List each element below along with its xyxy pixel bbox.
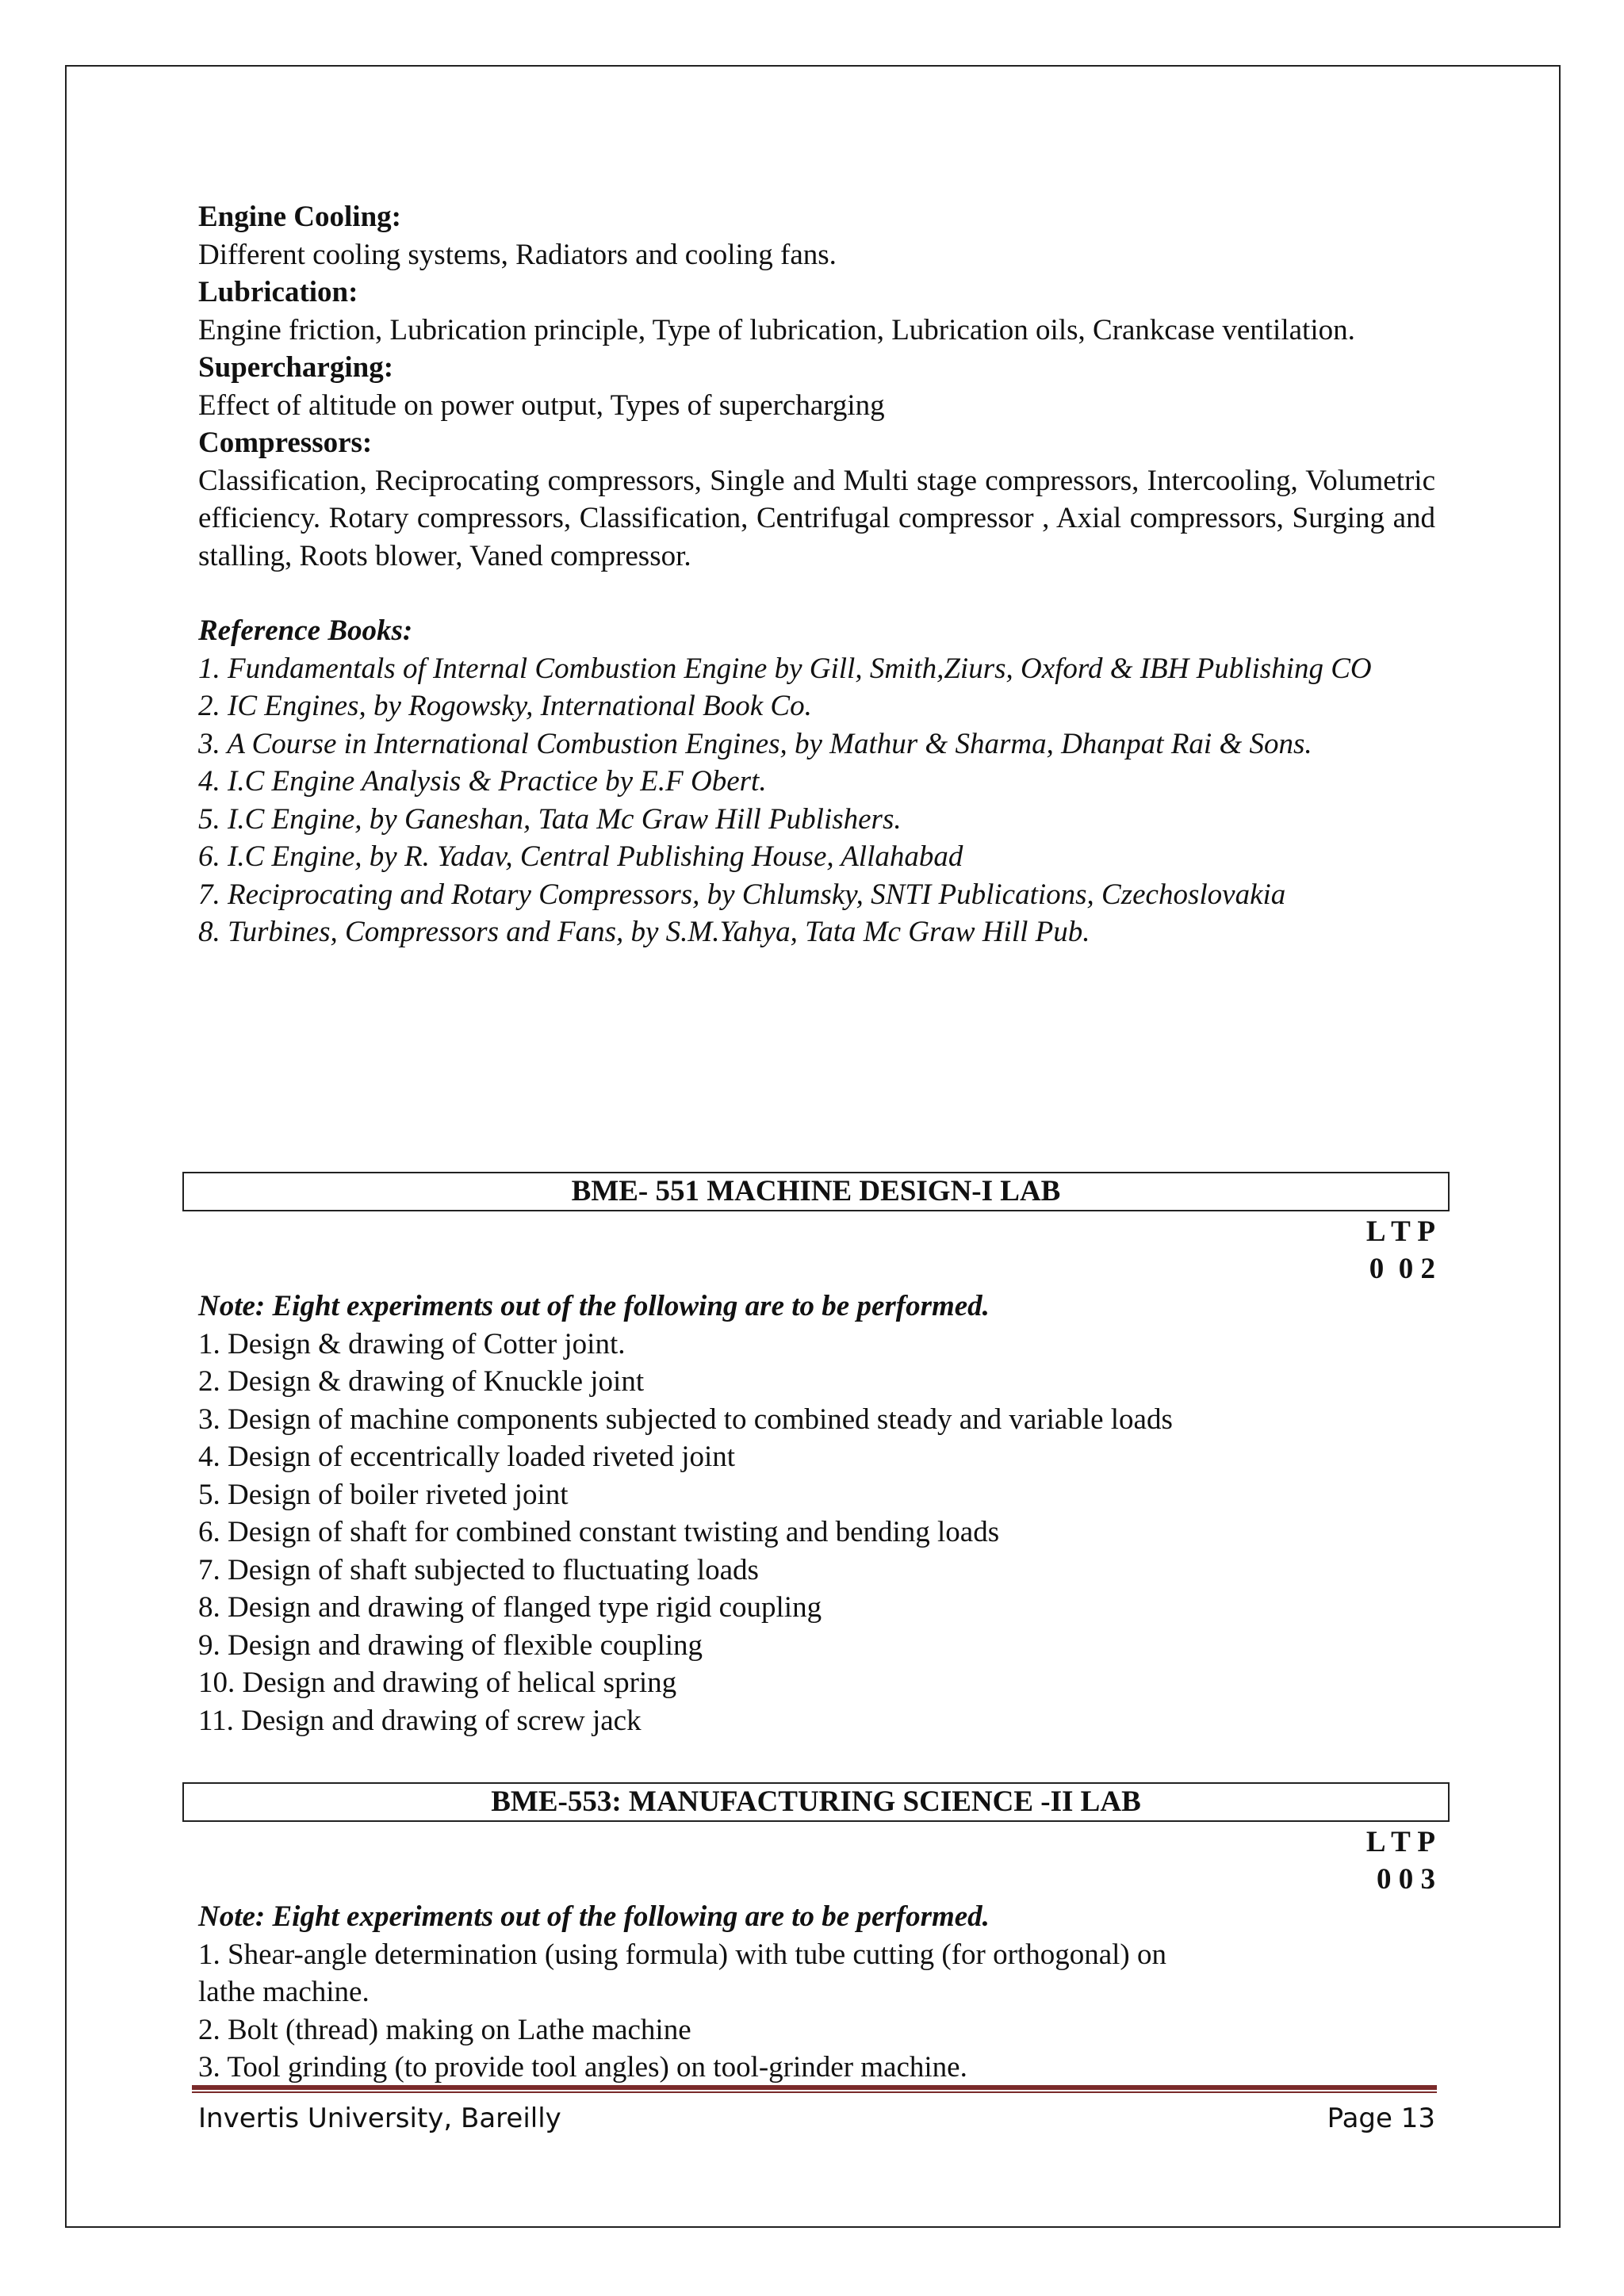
reference-book-item: 7. Reciprocating and Rotary Compressors, by Chlumsky, SNTI Publications, Czechoslovakia [198, 878, 1286, 911]
list-item: 2. Design & drawing of Knuckle joint [198, 1365, 645, 1398]
lab1-note: Note: Eight experiments out of the following are to be performed. [198, 1290, 990, 1322]
list-item: 11. Design and drawing of screw jack [198, 1704, 642, 1737]
lubrication-heading: Lubrication: [198, 276, 358, 308]
list-item: 8. Design and drawing of flanged type rigid coupling [198, 1591, 822, 1624]
list-item: 3. Tool grinding (to provide tool angles) on tool-grinder machine. [198, 2051, 967, 2084]
lab2-experiment-list [198, 1936, 1435, 2087]
list-item: 1. Design & drawing of Cotter joint. [198, 1327, 626, 1360]
lab1-ltp-header: L T P [1365, 1215, 1435, 1248]
reference-book-item: 2. IC Engines, by Rogowsky, International Book Co. [198, 690, 812, 722]
footer-rule [192, 2085, 1437, 2093]
lab2-title: BME-553: MANUFACTURING SCIENCE -II LAB [182, 1782, 1450, 1822]
lab1-title: BME- 551 MACHINE DESIGN-I LAB [182, 1172, 1450, 1211]
lab2-note: Note: Eight experiments out of the following are to be performed. [198, 1900, 990, 1933]
compressors-heading: Compressors: [198, 427, 373, 459]
reference-book-item: 5. I.C Engine, by Ganeshan, Tata Mc Graw Hill Publishers. [198, 802, 902, 836]
reference-book-item: 1. Fundamentals of Internal Combustion Engine by Gill, Smith,Ziurs, Oxford & IBH Publishing CO [198, 652, 1372, 685]
list-item: lathe machine. [198, 1976, 370, 2008]
engine-cooling-text: Different cooling systems, Radiators and cooling fans. [198, 238, 837, 271]
engine-cooling-heading: Engine Cooling: [198, 201, 401, 233]
compressors-text: Classification, Reciprocating compressors, Single and Multi stage compressors, Intercooling, Volumetric efficiency. Rotary compressors, Classification, Centrifugal compressor , Axial compressors, Surging and stalling, Roots blower, Vaned compressor. [198, 464, 1435, 572]
list-item: 9. Design and drawing of flexible coupling [198, 1628, 703, 1662]
list-item: 7. Design of shaft subjected to fluctuating loads [198, 1553, 759, 1586]
list-item: 5. Design of boiler riveted joint [198, 1478, 569, 1511]
reference-books-list [198, 650, 1435, 951]
lab1-ltp-values: 0 0 2 [1369, 1253, 1435, 1285]
supercharging-heading: Supercharging: [198, 351, 394, 384]
list-item: 2. Bolt (thread) making on Lathe machine [198, 2013, 691, 2046]
reference-book-item: 8. Turbines, Compressors and Fans, by S.M.Yahya, Tata Mc Graw Hill Pub. [198, 916, 1090, 948]
lab2-ltp-header: L T P [1365, 1826, 1435, 1858]
reference-book-item: 6. I.C Engine, by R. Yadav, Central Publishing House, Allahabad [198, 840, 963, 873]
list-item: 3. Design of machine components subjected to combined steady and variable loads [198, 1402, 1173, 1436]
list-item: 10. Design and drawing of helical spring [198, 1667, 677, 1699]
reference-book-item: 3. A Course in International Combustion Engines, by Mathur & Sharma, Dhanpat Rai & Sons. [198, 727, 1312, 760]
lab1-experiment-list [198, 1326, 1435, 1740]
list-item: 1. Shear-angle determination (using formula) with tube cutting (for orthogonal) on [198, 1938, 1166, 1971]
lubrication-text: Engine friction, Lubrication principle, Type of lubrication, Lubrication oils, Crankcase ventilation. [198, 313, 1355, 346]
list-item: 4. Design of eccentrically loaded riveted joint [198, 1441, 736, 1473]
lab2-content [198, 1898, 1435, 2087]
reference-books-heading: Reference Books: [198, 614, 413, 647]
lab1-content [198, 1288, 1435, 1739]
list-item: 6. Design of shaft for combined constant twisting and bending loads [198, 1516, 1000, 1548]
footer-institution: Invertis University, Bareilly [198, 2103, 561, 2134]
reference-book-item: 4. I.C Engine Analysis & Practice by E.F Obert. [198, 765, 767, 798]
syllabus-topics [198, 198, 1435, 951]
lab2-ltp-values: 0 0 3 [1377, 1863, 1435, 1896]
footer-page-number: Page 13 [1327, 2103, 1435, 2134]
supercharging-text: Effect of altitude on power output, Types of supercharging [198, 388, 885, 422]
